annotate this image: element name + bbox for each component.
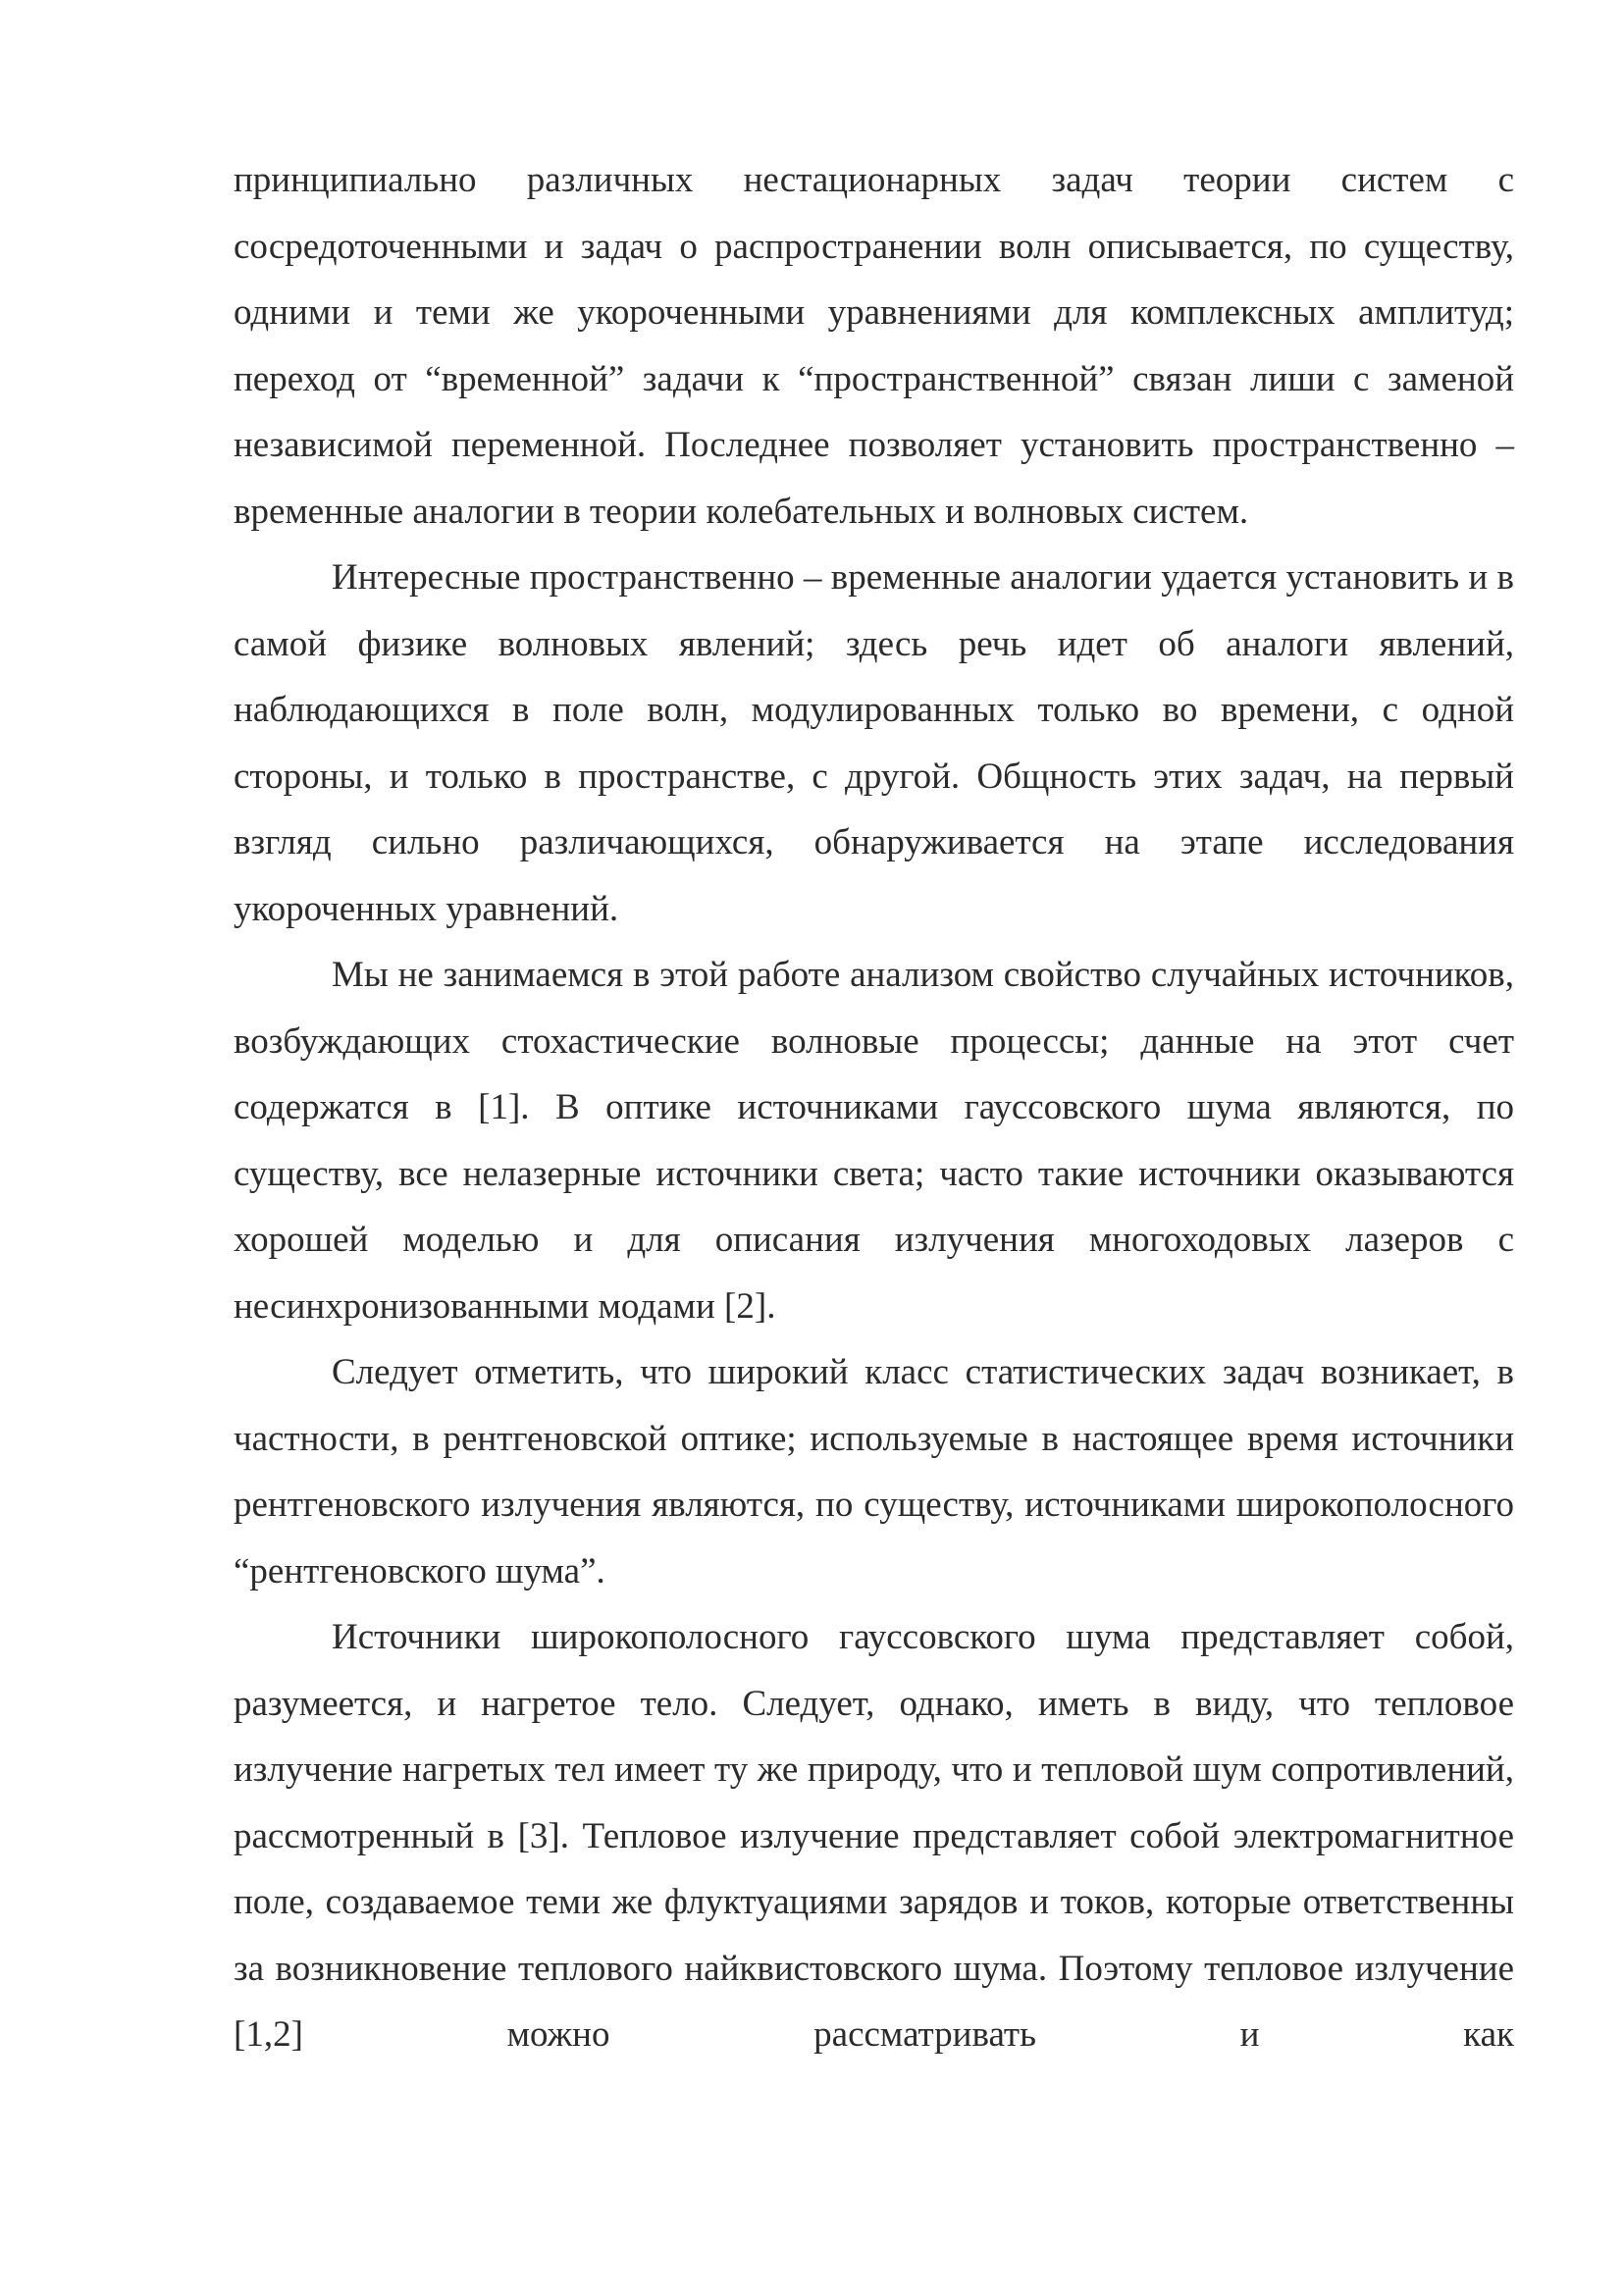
body-text (234, 147, 1514, 2068)
paragraph-5: Источники широкополосного гауссовского шума представляет собой, разумеется, и нагретое тело. Следует, однако, иметь в виду, что тепловое излучение нагретых тел имеет ту же природу, что и тепловой шум сопротивлений, рассмотренный в [3]. Тепловое излучение представляет собой электромагнитное поле, создаваемое теми же флуктуациями зарядов и токов, которые ответственны за возникновение теплового найквистовского шума. Поэтому тепловое излучение [1,2] можно рассматривать и как (234, 1617, 1514, 2055)
paragraph-4: Следует отметить, что широкий класс статистических задач возникает, в частности, в рентгеновской оптике; используемые в настоящее время источники рентгеновского излучения являются, по существу, источниками широкополосного “рентгеновского шума”. (234, 1352, 1514, 1592)
paragraph-3: Мы не занимаемся в этой работе анализом свойство случайных источников, возбуждающих стохастические волновые процессы; данные на этот счет содержатся в [1]. В оптике источниками гауссовского шума являются, по существу, все нелазерные источники света; часто такие источники оказываются хорошей моделью и для описания излучения многоходовых лазеров с несинхронизованными модами [2]. (234, 955, 1514, 1327)
paragraph-2: Интересные пространственно – временные аналогии удается установить и в самой физике волновых явлений; здесь речь идет об аналоги явлений, наблюдающихся в поле волн, модулированных только во времени, с одной стороны, и только в пространстве, с другой. Общность этих задач, на первый взгляд сильно различающихся, обнаруживается на этапе исследования укороченных уравнений. (234, 557, 1514, 929)
paragraph-1: принципиально различных нестационарных задач теории систем с сосредоточенными и задач о распространении волн описывается, по существу, одними и теми же укороченными уравнениями для комплексных амплитуд; переход от “временной” задачи к “пространственной” связан лиши с заменой независимой переменной. Последнее позволяет установить пространственно – временные аналогии в теории колебательных и волновых систем. (234, 160, 1514, 532)
